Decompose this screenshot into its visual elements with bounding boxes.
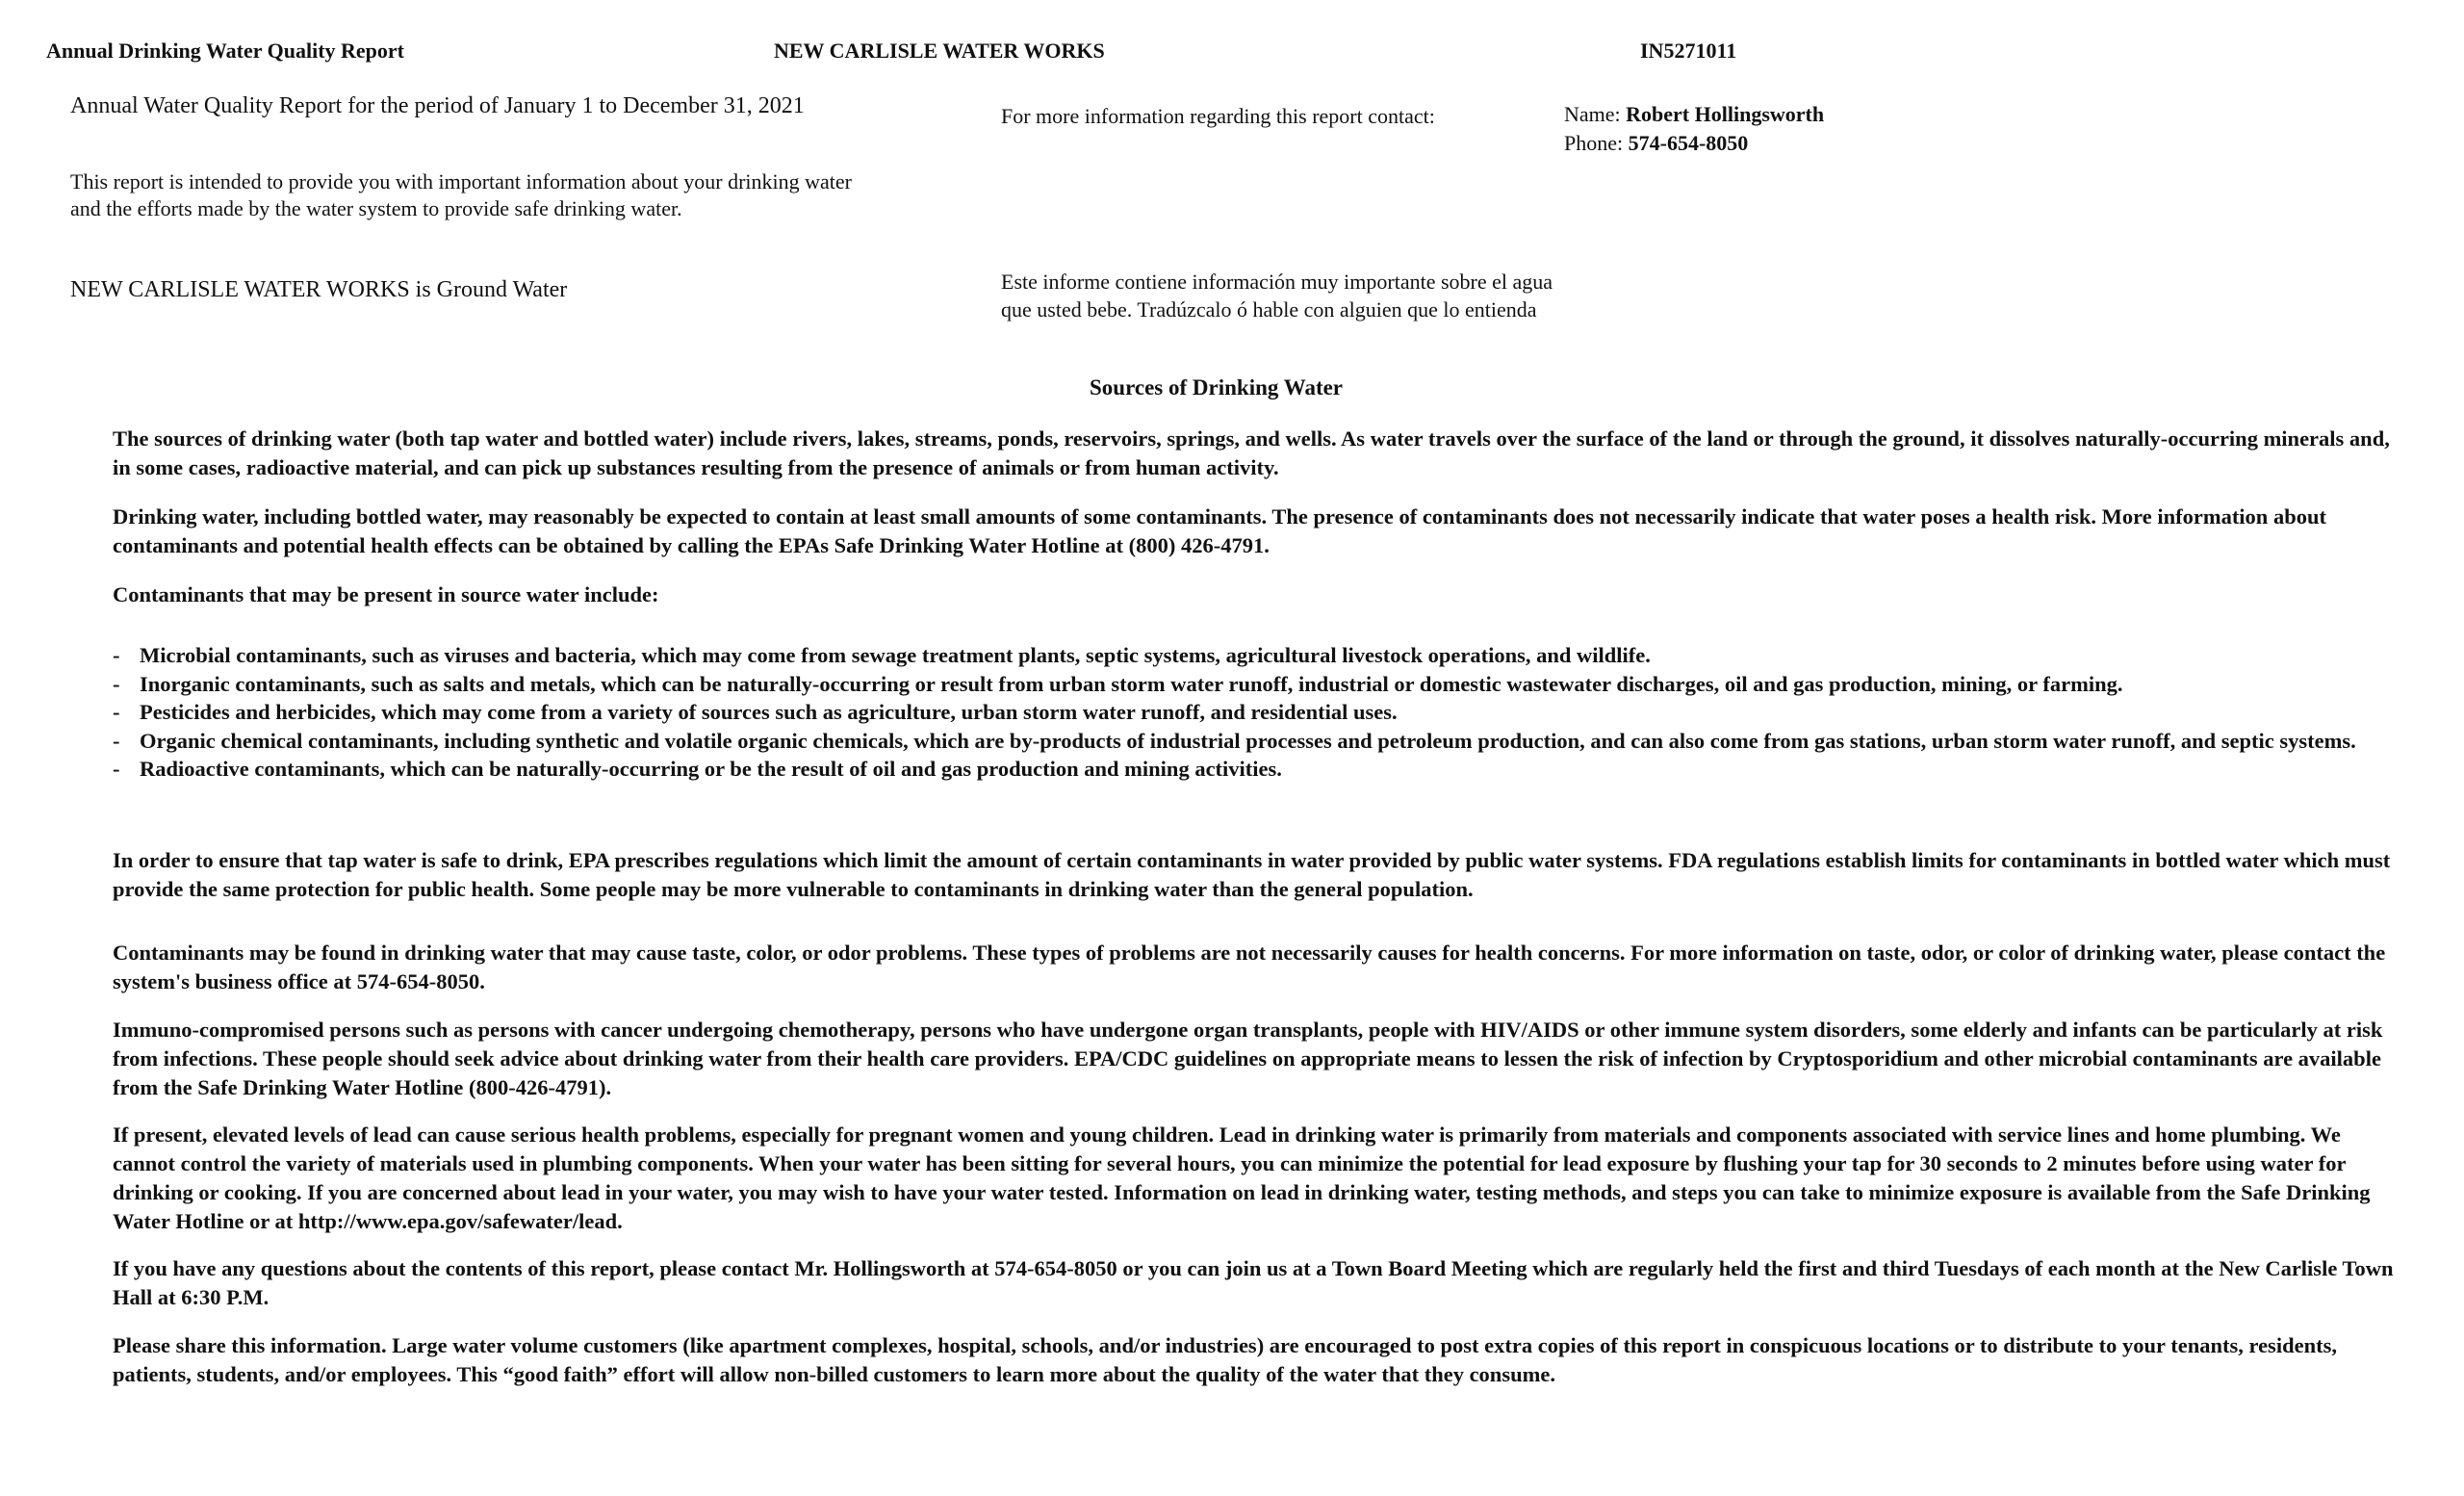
system-id: IN5271011 — [1640, 39, 1737, 63]
contaminant-list — [113, 641, 2432, 784]
paragraph-questions: If you have any questions about the contents of this report, please contact Mr. Hollingsworth at 574-654-8050 or you can join us at a Town Board Meeting which are regularly held the first and third Tuesdays of each month at the New Carlisle Town Hall at 6:30 P.M. — [113, 1256, 2394, 1309]
list-dash: - — [113, 757, 120, 781]
paragraph-epa-regulations: In order to ensure that tap water is safe to drink, EPA prescribes regulations which limit the amount of certain contaminants in water provided by public water systems. FDA regulations establish limits for contaminants in bottled water which must provide the same protection for public health. Some people may be more vulnerable to contaminants in drinking water than the general population. — [113, 848, 2391, 901]
list-dash: - — [113, 643, 120, 667]
list-item: - Radioactive contaminants, which can be naturally-occurring or be the result of oil and gas production and mining activities. — [113, 755, 2432, 784]
report-title: Annual Drinking Water Quality Report — [46, 39, 405, 63]
list-dash: - — [113, 700, 120, 724]
list-dash: - — [113, 728, 120, 753]
list-item: - Pesticides and herbicides, which may come from a variety of sources such as agriculture, urban storm water runoff, and residential uses. — [113, 698, 2432, 727]
paragraph-taste-color-odor: Contaminants may be found in drinking water that may cause taste, color, or odor problems. These types of problems are not necessarily causes for health concerns. For more information on taste, odor, or color of drinking water, please contact the system's business office at 574-654-8050. — [113, 941, 2386, 993]
list-item: - Microbial contaminants, such as viruses and bacteria, which may come from sewage treatment plants, septic systems, agricultural livestock operations, and wildlife. — [113, 641, 2432, 670]
contact-prompt: For more information regarding this report contact: — [1001, 104, 1435, 128]
intro-text: This report is intended to provide you with important information about your drinking water and the efforts made by the water system to provide safe drinking water. — [70, 169, 853, 220]
section-title: Sources of Drinking Water — [1090, 375, 1344, 400]
contact-phone-label: Phone: — [1564, 131, 1624, 155]
spanish-note-line1: Este informe contiene información muy importante sobre el agua — [1001, 270, 1553, 294]
water-system-name: NEW CARLISLE WATER WORKS — [774, 39, 1105, 63]
paragraph-immuno-compromised: Immuno-compromised persons such as persons with cancer undergoing chemotherapy, persons who have undergone organ transplants, people with HIV/AIDS or other immune system disorders, some elderly and infants can be particularly at risk from infections. These people should seek advice about drinking water from their health care providers. EPA/CDC guidelines on appropriate means to lessen the risk of infection by Cryptosporidium and other microbial contaminants are available from the Safe Drinking Water Hotline (800-426-4791). — [113, 1018, 2383, 1099]
paragraph-lead: If present, elevated levels of lead can cause serious health problems, especially for pregnant women and young children. Lead in drinking water is primarily from materials and components associated with service lines and home plumbing. We cannot control the variety of materials used in plumbing components. When your water has been sitting for several hours, you can minimize the potential for lead exposure by flushing your tap for 30 seconds to 2 minutes before using water for drinking or cooking. If you are concerned about lead in your water, you may wish to have your water tested. Information on lead in drinking water, testing methods, and steps you can take to minimize exposure is available from the Safe Drinking Water Hotline or at http://www.epa.gov/safewater/lead. — [113, 1122, 2371, 1233]
water-source: NEW CARLISLE WATER WORKS is Ground Water — [70, 277, 568, 302]
contact-name — [1564, 102, 1824, 127]
paragraph-sources: The sources of drinking water (both tap water and bottled water) include rivers, lakes, streams, ponds, reservoirs, springs, and wells. As water travels over the surface of the land or through the ground, it dissolves naturally-occurring minerals and, in some cases, radioactive material, and can pick up substances resulting from the presence of animals or from human activity. — [113, 426, 2390, 479]
paragraph-list-intro: Contaminants that may be present in source water include: — [113, 582, 659, 606]
list-dash: - — [113, 671, 120, 696]
report-period: Annual Water Quality Report for the period of January 1 to December 31, 2021 — [70, 93, 805, 118]
contact-name-value: Robert Hollingsworth — [1626, 102, 1825, 126]
list-item: - Organic chemical contaminants, including synthetic and volatile organic chemicals, which are by-products of industrial processes and petroleum production, and can also come from gas stations, urban storm water runoff, and septic systems. — [113, 727, 2432, 756]
contact-phone-value: 574-654-8050 — [1628, 131, 1749, 155]
spanish-note-line2: que usted bebe. Tradúzcalo ó hable con alguien que lo entienda — [1001, 297, 1537, 322]
contact-phone — [1564, 131, 1748, 156]
paragraph-share-info: Please share this information. Large water volume customers (like apartment complexes, hospital, schools, and/or industries) are encouraged to post extra copies of this report in conspicuous locations or to distribute to your tenants, residents, patients, students, and/or employees. This “good faith” effort will allow non-billed customers to learn more about the quality of the water that they consume. — [113, 1333, 2337, 1386]
contact-name-label: Name: — [1564, 102, 1621, 126]
paragraph-contaminants-expected: Drinking water, including bottled water, may reasonably be expected to contain at least small amounts of some contaminants. The presence of contaminants does not necessarily indicate that water poses a health risk. More information about contaminants and potential health effects can be obtained by calling the EPAs Safe Drinking Water Hotline at (800) 426-4791. — [113, 504, 2326, 557]
list-item: - Inorganic contaminants, such as salts and metals, which can be naturally-occurring or result from urban storm water runoff, industrial or domestic wastewater discharges, oil and gas production, mining, or farming. — [113, 670, 2432, 699]
